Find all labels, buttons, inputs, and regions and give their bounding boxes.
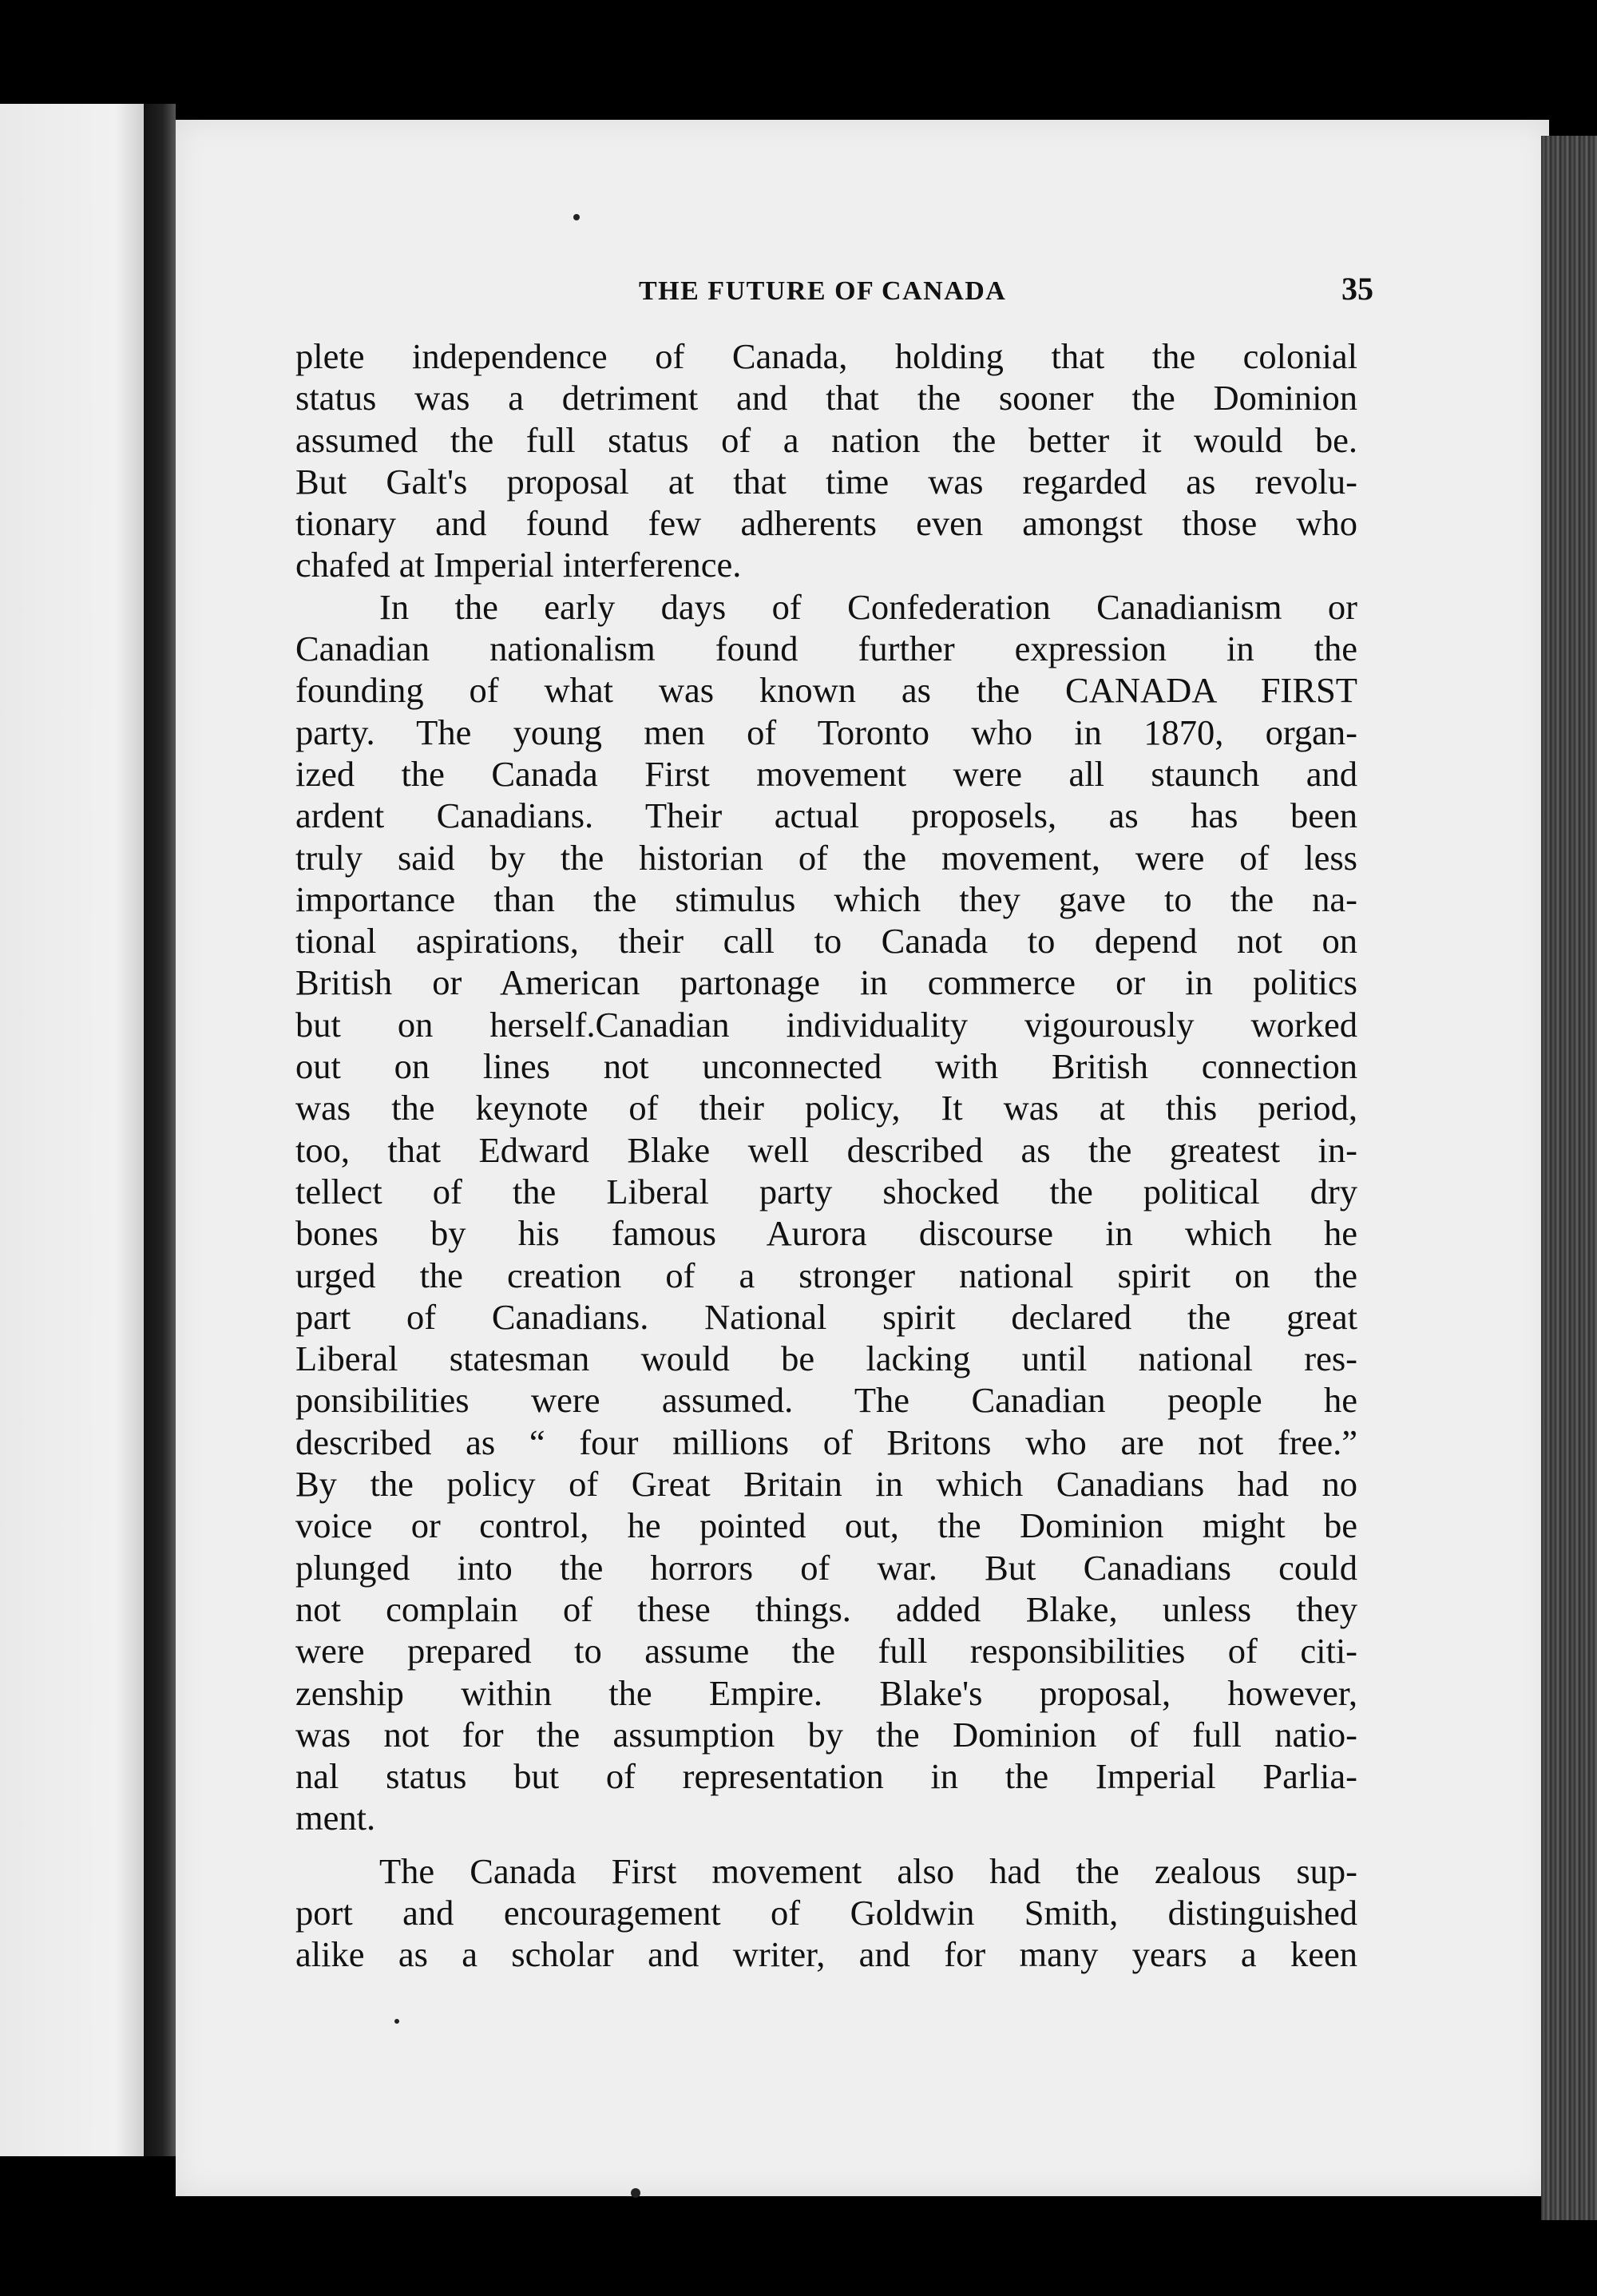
text-line: was not for the assumption by the Dominion of full natio- [295,1714,1357,1755]
text-line: urged the creation of a stronger national spirit on the [295,1255,1357,1295]
text-line: By the policy of Great Britain in which Canadians had no [295,1464,1357,1505]
page-number: 35 [1341,271,1373,307]
text-line: chafed at Imperial interference. [295,545,742,585]
text-line: bones by his famous Aurora discourse in which he [295,1213,1357,1254]
text-line: were prepared to assume the full responsibilities of citi- [295,1631,1357,1671]
text-line: status was a detriment and that the sooner the Dominion [295,378,1357,418]
text-line: port and encouragement of Goldwin Smith, distinguished [295,1892,1357,1933]
text-line: out on lines not unconnected with British connection [295,1046,1357,1087]
text-line: The Canada First movement also had the zealous sup- [379,1850,1357,1891]
text-line: ardent Canadians. Their actual proposels, as has been [295,795,1357,836]
text-line: Canadian nationalism found further expression in the [295,629,1357,669]
text-line: British or American partonage in commerce or in politics [295,962,1357,1003]
page-stack-edge [1541,136,1597,2220]
paragraph [295,586,1357,1839]
text-line: tellect of the Liberal party shocked the political dry [295,1171,1357,1211]
text-line: party. The young men of Toronto who in 1870, organ- [295,712,1357,752]
text-line: importance than the stimulus which they gave to the na- [295,878,1357,919]
paragraph [295,335,1357,586]
text-line: ponsibilities were assumed. The Canadian people he [295,1380,1357,1421]
text-line: described as “ four millions of Britons who are not free.” [295,1422,1357,1462]
ink-speck [573,214,580,220]
ink-speck [631,2188,640,2198]
text-line: not complain of these things. added Blake, unless they [295,1588,1357,1629]
text-line: alike as a scholar and writer, and for many years a keen [295,1934,1357,1975]
text-line: But Galt's proposal at that time was regarded as revolu- [295,461,1357,502]
text-line: truly said by the historian of the movement, were of less [295,837,1357,878]
text-line: plete independence of Canada, holding that the colonial [295,336,1357,376]
text-line: tional aspirations, their call to Canada to depend not on [295,921,1357,962]
text-line: was the keynote of their policy, It was at this period, [295,1088,1357,1128]
running-head: THE FUTURE OF CANADA [639,276,1007,306]
facing-page-edge [0,104,144,2156]
paragraph-gap [295,1839,1357,1850]
text-line: founding of what was known as the CANADA FIRST [295,670,1357,711]
text-line: nal status but of representation in the Imperial Parlia- [295,1756,1357,1797]
text-line: too, that Edward Blake well described as the greatest in- [295,1129,1357,1170]
text-line: In the early days of Confederation Canadianism or [379,586,1357,627]
text-line: tionary and found few adherents even amongst those who [295,503,1357,544]
text-line: ment. [295,1798,376,1838]
text-line: assumed the full status of a nation the better it would be. [295,419,1357,460]
ink-speck [394,2019,399,2024]
text-line: voice or control, he pointed out, the Dominion might be [295,1505,1357,1546]
page-header [639,270,1373,318]
body-text [295,335,1357,1976]
text-line: but on herself.Canadian individuality vigourously worked [295,1004,1357,1045]
text-line: Liberal statesman would be lacking until national res- [295,1338,1357,1379]
text-line: ized the Canada First movement were all staunch and [295,753,1357,794]
text-line: part of Canadians. National spirit declared the great [295,1296,1357,1337]
text-line: zenship within the Empire. Blake's proposal, however, [295,1672,1357,1713]
text-line: plunged into the horrors of war. But Canadians could [295,1547,1357,1588]
paragraph [295,1850,1357,1976]
book-gutter [144,104,176,2156]
